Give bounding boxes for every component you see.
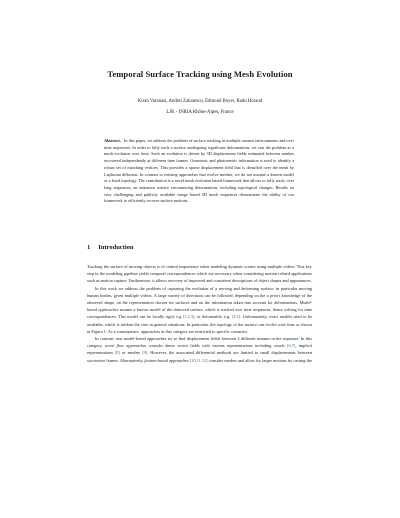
- paragraph-2: [87, 285, 312, 335]
- p2-emphasis-model-based: Model-based approaches: [87, 300, 312, 313]
- p2-text-e: . Unfortunately, exact models need to be available, which is seldom the case in general situations. In particular, the topology of the surface can evolve over time as shown in Figure 1. As a consequence, approaches in this category are restricted to specific scenarios.: [87, 314, 312, 334]
- paragraph-1: Tracking the surface of moving objects is of central importance when modeling dynamic scenes using multiple videos. This key step in the modeling pipeline yields temporal correspondences which are necessary when considering motion related applications such as motion capture. Furthermore, it allows recovery of improved and consistent descriptions of object shapes and appearances.: [87, 264, 312, 284]
- section-heading: [87, 244, 134, 251]
- citation-link[interactable]: [6,7]: [287, 343, 296, 349]
- p3-emphasis-feature-based: feature-based approaches: [144, 357, 189, 363]
- paper-title: Temporal Surface Tracking using Mesh Evolution: [107, 69, 293, 79]
- p2-emphasis-a-priori: a priori: [266, 292, 281, 298]
- abstract: [104, 138, 294, 205]
- paper-affiliation: LJK - INRIA Rhône-Alpes, France: [166, 110, 234, 115]
- p2-text-b: knowledge of the observed shape, on the representation chosen for surfaces and on the information taken into account for deformations.: [87, 292, 312, 306]
- abstract-label: Abstract.: [104, 138, 121, 143]
- citation-link[interactable]: [4,5]: [231, 314, 241, 320]
- p2-text-d: , or deformable, e.g.: [194, 314, 232, 320]
- introduction-body: [87, 263, 312, 364]
- section-number: 1: [87, 244, 91, 251]
- p2-text-c: assume a known model of the observed surface, which is tracked over time sequences, hence solving for time correspondences. This model can be locally rigid, e.g: [87, 307, 312, 320]
- citation-link[interactable]: [9]: [142, 350, 148, 356]
- abstract-text: In this paper, we address the problem of surface tracking in multiple camera environments and over time sequences. In order to fully track a surface undergoing significant deformations, we cast the problem as a mesh evolution over time. Such an evolution is driven by 3D displacement fields estimated between meshes recovered independently at different time frames. Geometric and photometric information is used to identify a robust set of matching vertices. This provides a sparse displacement field that is densified over the mesh by Laplacian diffusion. In contrast to existing approaches that evolve meshes, we do not assume a known model or a fixed topology. The contribution is a novel mesh evolution based framework that allows to fully track, over long sequences, an unknown surface encountering deformations, including topological changes. Results on very challenging and publicly available image based 3D mesh sequences demonstrate the ability of our framework to efficiently recover surface motions .: [104, 138, 294, 204]
- p3-text-a: In contrast, non model-based approaches try to find displacement fields between 2 different instants in the sequence. In this category,: [87, 336, 312, 349]
- p3-text-c: , implicit representations: [87, 343, 313, 356]
- p3-text-d: or meshes: [120, 350, 143, 356]
- p3-emphasis-scene-flow: scene flow approaches: [104, 343, 147, 349]
- citation-link[interactable]: [1,2,3]: [182, 314, 195, 320]
- p2-text-a: In this work we address the problem of capturing the evolution of a moving and deforming surface, in particular moving human bodies, given multiple videos. A large variety of directions can be followed, depending on the: [87, 285, 312, 298]
- section-title: Introduction: [98, 244, 134, 251]
- paragraph-3: [87, 335, 312, 364]
- citation-link[interactable]: [8]: [115, 350, 121, 356]
- p3-text-b: consider dense vector fields with various representations including voxels: [146, 343, 288, 349]
- paper-authors: Kiran Varanasi, Andrei Zaharescu, Edmond Boyer, Radu Horaud: [137, 99, 263, 104]
- p3-text-g: consider meshes and allow for larger motions by casting the: [207, 357, 312, 363]
- citation-link[interactable]: [10,11,12]: [189, 357, 208, 363]
- p3-text-e: . However, the associated differential methods are limited to small displacements between successive frames. Alternatively,: [87, 350, 312, 363]
